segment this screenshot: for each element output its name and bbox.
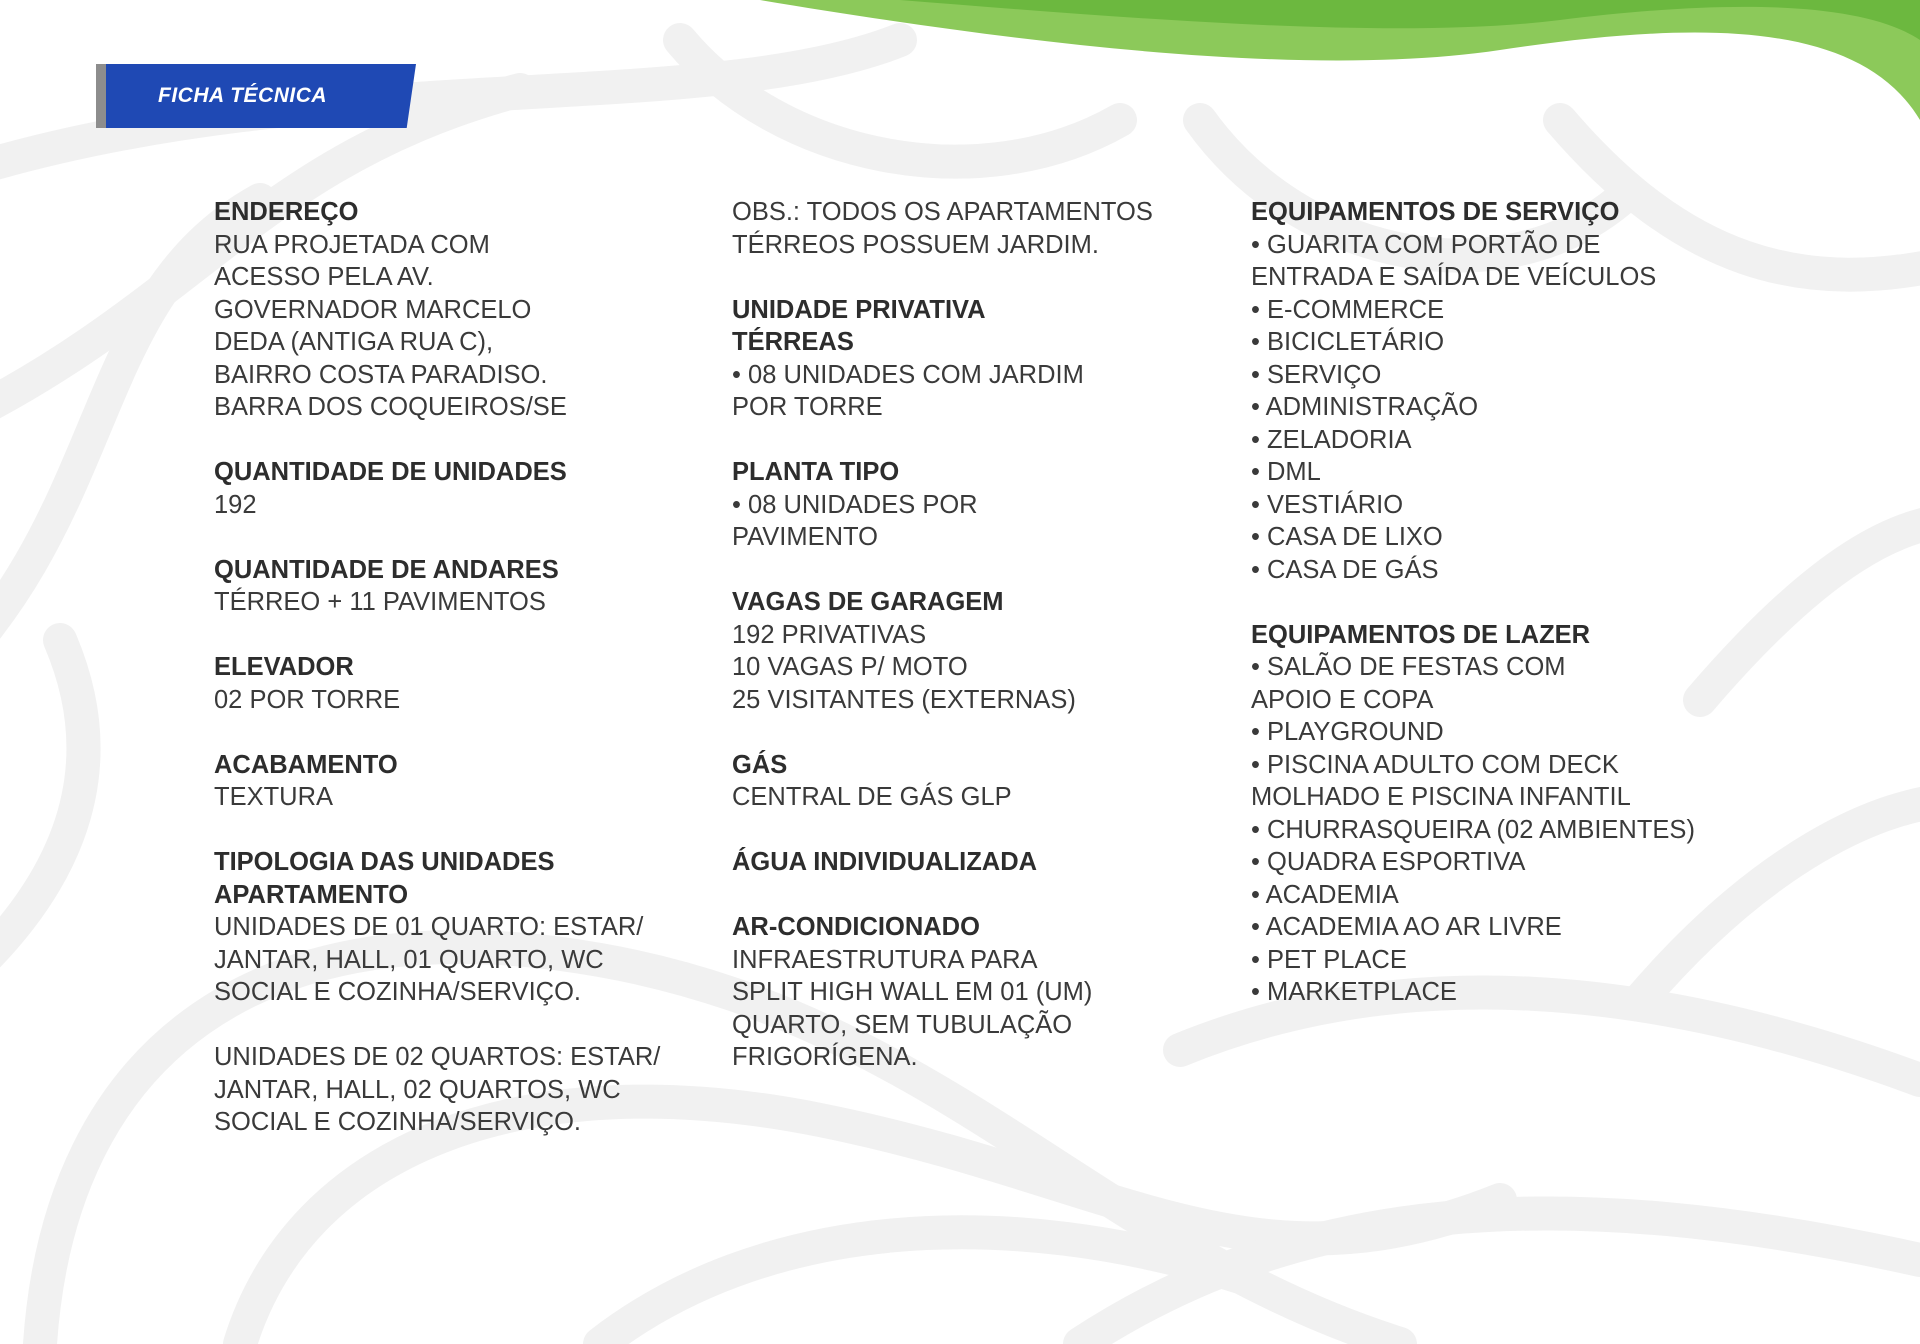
section-text: • 08 UNIDADES COM JARDIM POR TORRE xyxy=(732,360,1084,421)
list-item: • SERVIÇO xyxy=(1251,360,1382,389)
list-item: • SALÃO DE FESTAS COM APOIO E COPA xyxy=(1251,653,1566,714)
list-item: • PLAYGROUND xyxy=(1251,718,1444,746)
section-acabamento xyxy=(214,749,684,814)
list-item: • ADMINISTRAÇÃO xyxy=(1251,393,1479,421)
section-heading: GÁS xyxy=(732,750,788,779)
section-obs xyxy=(732,196,1202,261)
section-text: CENTRAL DE GÁS GLP xyxy=(732,783,1012,811)
section-text: UNIDADES DE 01 QUARTO: ESTAR/ JANTAR, HALL, 01 QUARTO, WC SOCIAL E COZINHA/SERVIÇO. xyxy=(214,913,644,1006)
section-vagas-garagem xyxy=(732,586,1202,716)
section-heading: AR-CONDICIONADO xyxy=(732,913,980,941)
section-heading: ENDEREÇO xyxy=(214,198,359,226)
page-title: FICHA TÉCNICA xyxy=(158,84,328,107)
section-planta-tipo xyxy=(732,456,1202,554)
section-text: OBS.: TODOS OS APARTAMENTOS TÉRREOS POSSUEM JARDIM. xyxy=(732,198,1153,259)
section-quantidade-andares xyxy=(214,554,684,619)
section-heading: QUANTIDADE DE UNIDADES xyxy=(214,458,567,486)
section-text: TÉRREO + 11 PAVIMENTOS xyxy=(214,588,546,616)
list-item: • DML xyxy=(1251,458,1321,486)
section-heading: QUANTIDADE DE ANDARES xyxy=(214,555,559,584)
list-item: • VESTIÁRIO xyxy=(1251,490,1404,519)
section-heading: ACABAMENTO xyxy=(214,750,398,779)
list-item: • CASA DE LIXO xyxy=(1251,523,1443,551)
section-text: RUA PROJETADA COM ACESSO PELA AV. GOVERNADOR MARCELO DEDA (ANTIGA RUA C), BAIRRO COSTA PARADISO. BARRA DOS COQUEIROS/SE xyxy=(214,230,567,421)
column-3 xyxy=(1251,196,1771,1041)
section-heading: UNIDADE PRIVATIVA TÉRREAS xyxy=(732,295,986,356)
section-endereco xyxy=(214,196,684,424)
section-heading: PLANTA TIPO xyxy=(732,458,900,486)
list-item: • E-COMMERCE xyxy=(1251,295,1445,324)
section-text: TEXTURA xyxy=(214,783,334,811)
section-heading: EQUIPAMENTOS DE LAZER xyxy=(1251,620,1591,649)
section-unidade-privativa xyxy=(732,294,1202,424)
section-elevador xyxy=(214,651,684,716)
section-text: 192 PRIVATIVAS 10 VAGAS P/ MOTO 25 VISITANTES (EXTERNAS) xyxy=(732,620,1076,714)
section-text: 192 xyxy=(214,490,257,519)
section-text: 02 POR TORRE xyxy=(214,685,401,714)
list-item: • QUADRA ESPORTIVA xyxy=(1251,848,1526,876)
list-item: • PET PLACE xyxy=(1251,945,1407,974)
section-heading: ÁGUA INDIVIDUALIZADA xyxy=(732,848,1038,876)
list-item: • GUARITA COM PORTÃO DE ENTRADA E SAÍDA DE VEÍCULOS xyxy=(1251,230,1657,291)
list-item: • ACADEMIA AO AR LIVRE xyxy=(1251,913,1562,941)
section-tipologia xyxy=(214,846,684,1139)
section-heading: ELEVADOR xyxy=(214,653,354,681)
column-1 xyxy=(214,196,684,1171)
list-item: • MARKETPLACE xyxy=(1251,978,1457,1006)
section-equipamentos-lazer xyxy=(1251,619,1771,1009)
section-gas xyxy=(732,749,1202,814)
section-equipamentos-servico xyxy=(1251,196,1771,586)
section-text: INFRAESTRUTURA PARA SPLIT HIGH WALL EM 01 (UM) QUARTO, SEM TUBULAÇÃO FRIGORÍGENA. xyxy=(732,945,1093,1071)
header-banner xyxy=(96,64,416,128)
list-item: • CHURRASQUEIRA (02 AMBIENTES) xyxy=(1251,815,1695,844)
section-heading: VAGAS DE GARAGEM xyxy=(732,588,1004,616)
section-heading: EQUIPAMENTOS DE SERVIÇO xyxy=(1251,198,1620,226)
section-text: UNIDADES DE 02 QUARTOS: ESTAR/ JANTAR, HALL, 02 QUARTOS, WC SOCIAL E COZINHA/SERVIÇO. xyxy=(214,1043,661,1136)
section-agua xyxy=(732,846,1202,879)
service-list xyxy=(1251,229,1771,587)
column-2 xyxy=(732,196,1202,1106)
list-item: • ZELADORIA xyxy=(1251,425,1412,454)
leisure-list xyxy=(1251,651,1771,1009)
section-quantidade-unidades xyxy=(214,456,684,521)
section-ar-condicionado xyxy=(732,911,1202,1074)
section-heading: TIPOLOGIA DAS UNIDADES APARTAMENTO xyxy=(214,848,555,909)
list-item: • ACADEMIA xyxy=(1251,880,1399,909)
section-text: • 08 UNIDADES POR PAVIMENTO xyxy=(732,490,978,551)
list-item: • PISCINA ADULTO COM DECK MOLHADO E PISCINA INFANTIL xyxy=(1251,750,1631,811)
list-item: • BICICLETÁRIO xyxy=(1251,328,1445,356)
list-item: • CASA DE GÁS xyxy=(1251,555,1439,584)
